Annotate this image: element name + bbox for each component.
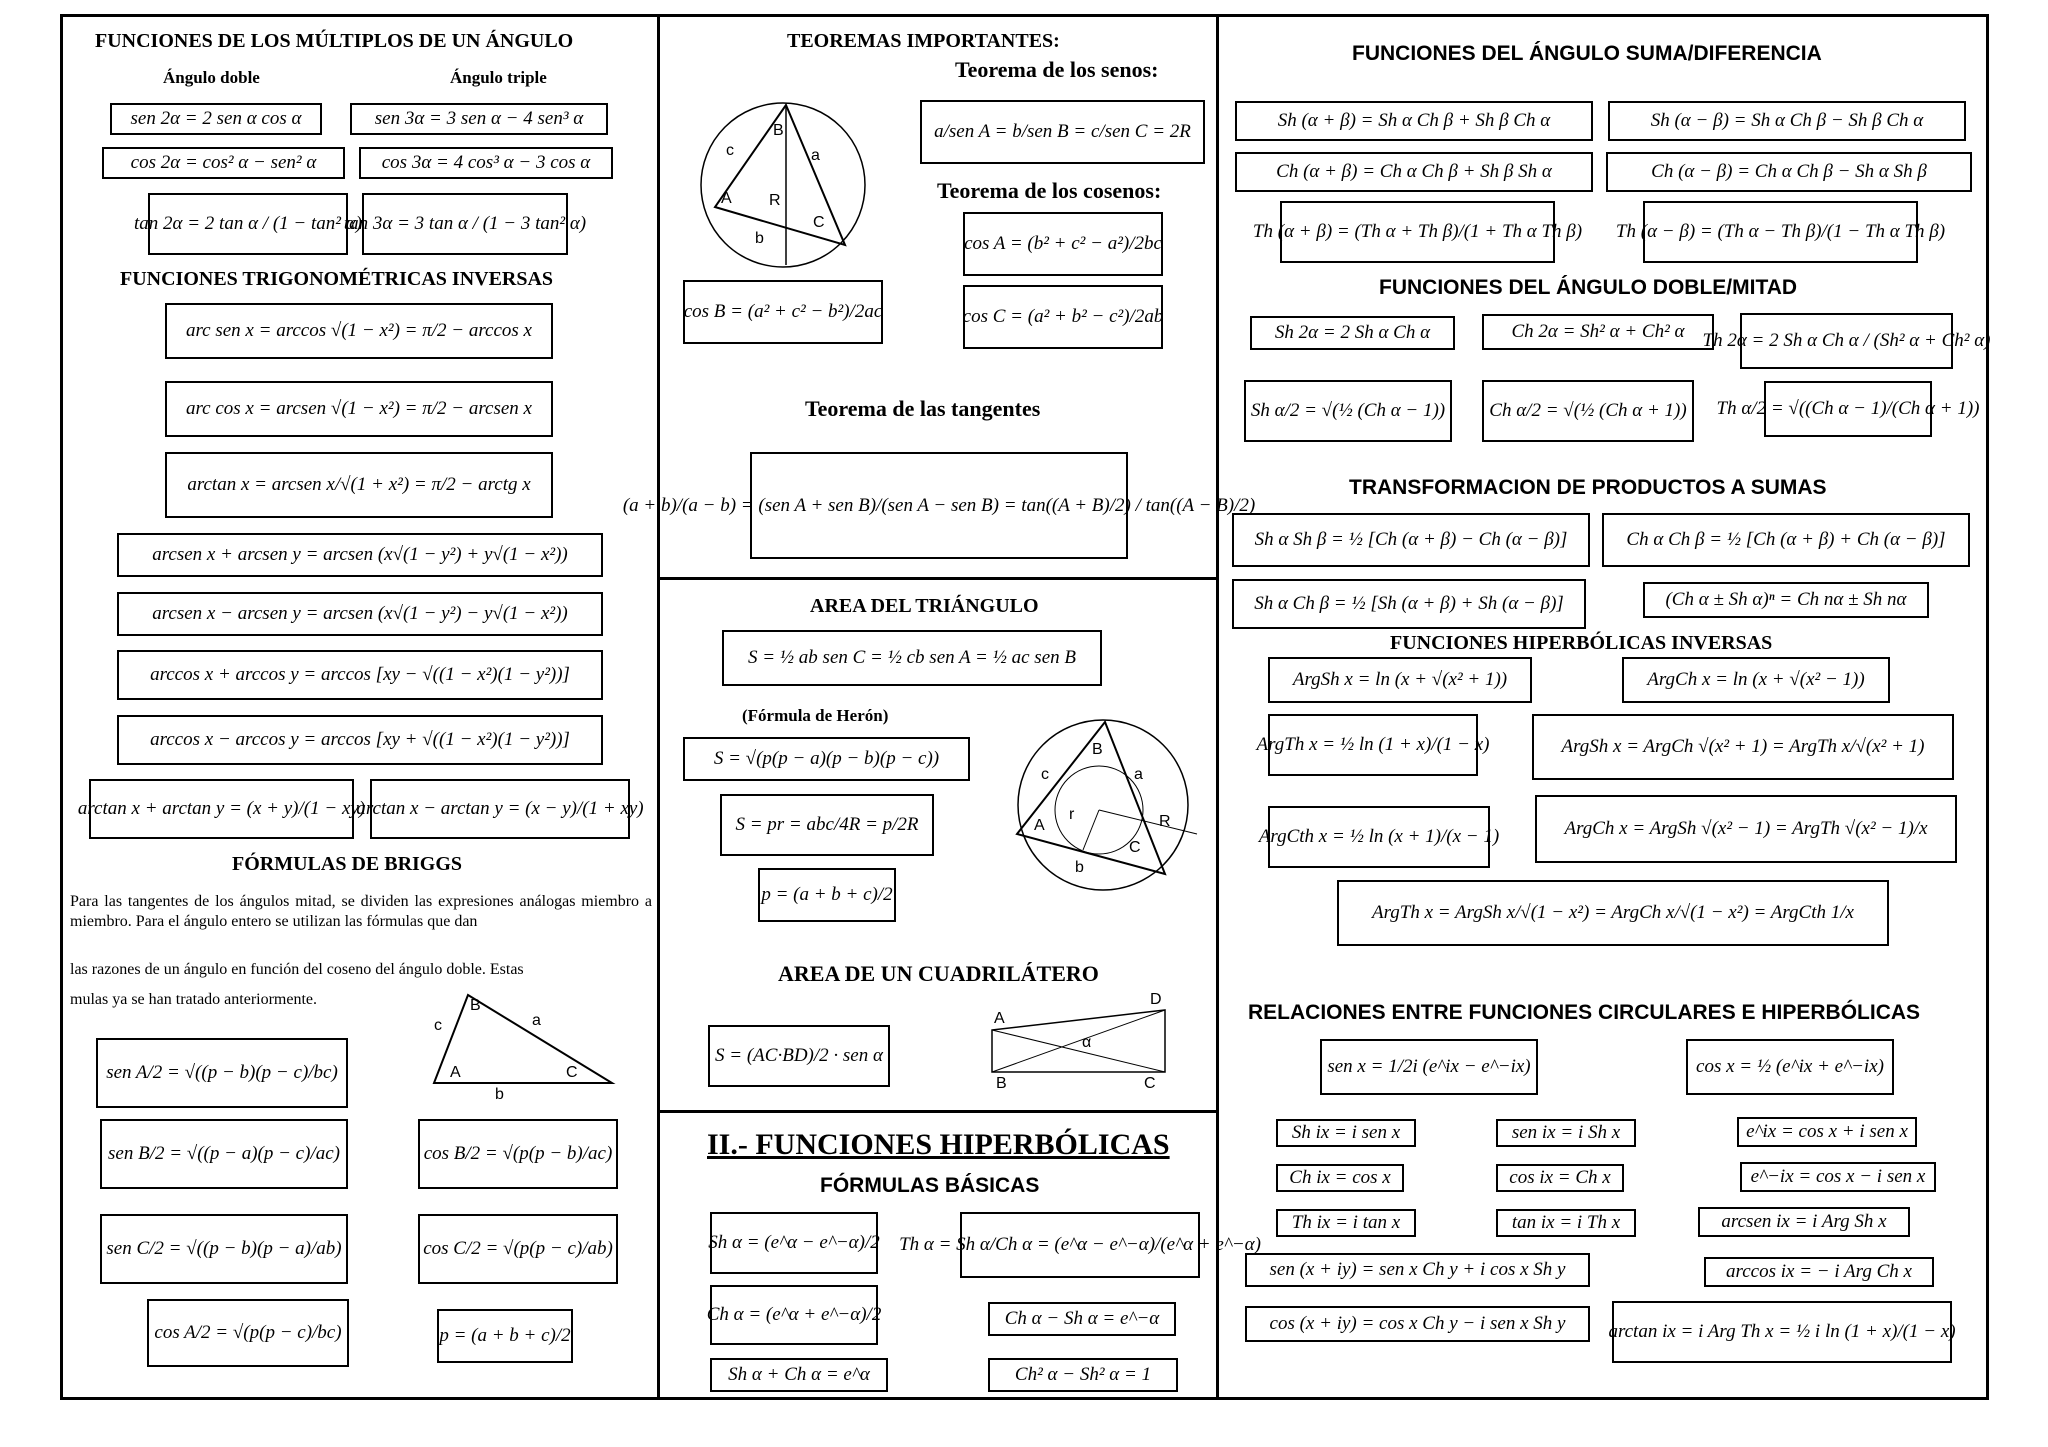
circ-label-C: C [813, 214, 825, 231]
formula-inv8: arctan x + arctan y = (x + y)/(1 − xy) [89, 779, 354, 839]
formula-inv7: arccos x − arccos y = arccos [xy + √((1 − x²)(1 − y²))] [117, 715, 603, 765]
triangle-area-title: AREA DEL TRIÁNGULO [810, 595, 1039, 617]
briggs-title: FÓRMULAS DE BRIGGS [232, 853, 463, 875]
circ-label-c: c [726, 142, 734, 159]
formula-inv6: arccos x + arccos y = arccos [xy − √((1 − x²)(1 − y²))] [117, 650, 603, 700]
formula-sen3: sen 3α = 3 sen α − 4 sen³ α [350, 103, 608, 135]
incircle-triangle-figure [1007, 712, 1207, 892]
theorems-title: TEOREMAS IMPORTANTES: [787, 30, 1060, 52]
formula-briggs-cosB: cos B/2 = √(p(p − b)/ac) [418, 1119, 618, 1189]
formula-ch-ix: Ch ix = cos x [1276, 1164, 1404, 1192]
formula-sh: Sh α = (e^α − e^−α)/2 [710, 1212, 878, 1274]
formula-ch: Ch α = (e^α + e^−α)/2 [710, 1285, 878, 1345]
formula-inv9: arctan x − arctan y = (x − y)/(1 + xy) [370, 779, 630, 839]
formula-ch-half: Ch α/2 = √(½ (Ch α + 1)) [1482, 380, 1694, 442]
formula-inv1: arc sen x = arccos √(1 − x²) = π/2 − arccos x [165, 303, 553, 359]
formula-sines: a/sen A = b/sen B = c/sen C = 2R [920, 100, 1205, 164]
multiples-title: FUNCIONES DE LOS MÚLTIPLOS DE UN ÁNGULO [95, 30, 574, 52]
circ-label-a: a [811, 147, 820, 164]
formula-argcth: ArgCth x = ½ ln (x + 1)/(x − 1) [1268, 806, 1490, 868]
sines-title: Teorema de los senos: [955, 57, 1159, 82]
formula-tangents: (a + b)/(a − b) = (sen A + sen B)/(sen A − sen B) = tan((A + B)/2) / tan((A − B)/2) [750, 452, 1128, 559]
column-divider-left [657, 14, 660, 1400]
formula-inv3: arctan x = arcsen x/√(1 + x²) = π/2 − arctg x [165, 452, 553, 518]
formula-cosC: cos C = (a² + b² − c²)/2ab [963, 285, 1163, 349]
formula-th-half: Th α/2 = √((Ch α − 1)/(Ch α + 1)) [1764, 381, 1932, 437]
hyperbolic-section-title: II.- FUNCIONES HIPERBÓLICAS [707, 1128, 1170, 1161]
formula-briggs-cosA: cos A/2 = √(p(p − c)/bc) [147, 1299, 349, 1367]
formula-power: (Ch α ± Sh α)ⁿ = Ch nα ± Sh nα [1643, 582, 1929, 618]
formula-tan3: tan 3α = 3 tan α / (1 − 3 tan² α) [362, 193, 568, 255]
formula-cos-x: cos x = ½ (e^ix + e^−ix) [1686, 1039, 1894, 1095]
formula-ch2: Ch 2α = Sh² α + Ch² α [1482, 314, 1714, 350]
tri-label-c: c [434, 1017, 442, 1034]
products-title: TRANSFORMACION DE PRODUCTOS A SUMAS [1349, 476, 1827, 499]
quadrilateral-figure [990, 990, 1170, 1090]
formula-sen-ix: sen ix = i Sh x [1496, 1119, 1636, 1147]
formula-cos-complex: cos (x + iy) = cos x Ch y − i sen x Sh y [1245, 1306, 1590, 1342]
formula-th: Th α = Sh α/Ch α = (e^α − e^−α)/(e^α + e^−α) [960, 1212, 1200, 1278]
formula-arcsen-ix: arcsen ix = i Arg Sh x [1698, 1207, 1910, 1237]
quad-label-alpha: α [1082, 1034, 1092, 1051]
quad-label-C: C [1144, 1075, 1156, 1092]
incircle-label-a: a [1134, 766, 1143, 783]
formula-cos-ix: cos ix = Ch x [1496, 1164, 1624, 1192]
formula-sen-complex: sen (x + iy) = sen x Ch y + i cos x Sh y [1245, 1253, 1590, 1287]
formula-sh-ch: Sh α Ch β = ½ [Sh (α + β) + Sh (α − β)] [1232, 579, 1586, 629]
formula-cosA: cos A = (b² + c² − a²)/2bc [963, 212, 1163, 276]
incircle-label-b: b [1075, 859, 1084, 876]
formula-briggs-senB: sen B/2 = √((p − a)(p − c)/ac) [100, 1119, 348, 1189]
tangents-title: Teorema de las tangentes [805, 396, 1041, 421]
double-half-title: FUNCIONES DEL ÁNGULO DOBLE/MITAD [1379, 276, 1798, 299]
formula-briggs-cosC: cos C/2 = √(p(p − c)/ab) [418, 1214, 618, 1284]
formula-area-2: S = pr = abc/4R = p/2R [720, 794, 934, 856]
formula-ch-minus-sh: Ch α − Sh α = e^−α [988, 1302, 1176, 1336]
formula-ch-sum: Ch (α + β) = Ch α Ch β + Sh β Sh α [1235, 152, 1593, 192]
formula-sh-ix: Sh ix = i sen x [1276, 1119, 1416, 1147]
formula-briggs-senA: sen A/2 = √((p − b)(p − c)/bc) [96, 1038, 348, 1108]
formula-inv4: arcsen x + arcsen y = arcsen (x√(1 − y²) + y√(1 − x²)) [117, 533, 603, 577]
formula-sh-sum: Sh (α + β) = Sh α Ch β + Sh β Ch α [1235, 101, 1593, 141]
formula-tan2: tan 2α = 2 tan α / (1 − tan² α) [148, 193, 348, 255]
quadrilateral-title: AREA DE UN CUADRILÁTERO [778, 961, 1099, 986]
briggs-paragraph-1: Para las tangentes de los ángulos mitad, se dividen las expresiones análogas miembro a miembro. Para el ángulo entero se utilizan las fórmulas que dan [70, 893, 652, 930]
formula-sh-half: Sh α/2 = √(½ (Ch α − 1)) [1244, 380, 1452, 442]
formula-exp-minus-ix: e^−ix = cos x − i sen x [1740, 1162, 1936, 1192]
incircle-label-C: C [1129, 839, 1141, 856]
formula-area-1: S = ½ ab sen C = ½ cb sen A = ½ ac sen B [722, 630, 1102, 686]
middle-divider-1 [657, 577, 1218, 580]
formula-heron: S = √(p(p − a)(p − b)(p − c)) [683, 737, 970, 781]
formula-argsh: ArgSh x = ln (x + √(x² + 1)) [1268, 657, 1532, 703]
heron-label: (Fórmula de Herón) [742, 706, 889, 725]
formula-sen2: sen 2α = 2 sen α cos α [110, 103, 322, 135]
formula-sh2: Sh 2α = 2 Sh α Ch α [1250, 316, 1455, 350]
briggs-paragraph-2: las razones de un ángulo en función del coseno del ángulo doble. Estas [70, 961, 524, 978]
formula-ch-ch: Ch α Ch β = ½ [Ch (α + β) + Ch (α − β)] [1602, 513, 1970, 567]
formula-argth: ArgTh x = ½ ln (1 + x)/(1 − x) [1268, 714, 1478, 776]
basic-formulas-title: FÓRMULAS BÁSICAS [820, 1174, 1040, 1197]
incircle-label-R: R [1159, 813, 1171, 830]
formula-th2: Th 2α = 2 Sh α Ch α / (Sh² α + Ch² α) [1740, 313, 1953, 369]
formula-inv2: arc cos x = arcsen √(1 − x²) = π/2 − arcsen x [165, 381, 553, 437]
incircle-label-B: B [1092, 741, 1103, 758]
quad-label-B: B [996, 1075, 1007, 1092]
circ-label-A: A [721, 190, 732, 207]
formula-inv5: arcsen x − arcsen y = arcsen (x√(1 − y²) − y√(1 − x²)) [117, 592, 603, 636]
formula-sh-sh: Sh α Sh β = ½ [Ch (α + β) − Ch (α − β)] [1232, 513, 1590, 567]
middle-divider-2 [657, 1110, 1218, 1113]
incircle-label-r: r [1069, 806, 1075, 823]
double-angle-label: Ángulo doble [163, 68, 260, 87]
formula-th-ix: Th ix = i tan x [1276, 1209, 1416, 1237]
formula-sen-x: sen x = 1/2i (e^ix − e^−ix) [1320, 1039, 1538, 1095]
circ-label-b: b [755, 230, 764, 247]
formula-cosB: cos B = (a² + c² − b²)/2ac [683, 280, 883, 344]
formula-briggs-p: p = (a + b + c)/2 [437, 1309, 573, 1363]
formula-argsh-alt: ArgSh x = ArgCh √(x² + 1) = ArgTh x/√(x² + 1) [1532, 714, 1954, 780]
circ-label-B: B [773, 122, 784, 139]
quad-label-D: D [1150, 991, 1162, 1008]
formula-tan-ix: tan ix = i Th x [1496, 1209, 1636, 1237]
tri-label-C: C [566, 1064, 578, 1081]
inverse-trig-title: FUNCIONES TRIGONOMÉTRICAS INVERSAS [120, 268, 554, 290]
formula-th-sum: Th (α + β) = (Th α + Th β)/(1 + Th α Th β) [1280, 201, 1555, 263]
cosines-title: Teorema de los cosenos: [937, 178, 1162, 203]
relations-title: RELACIONES ENTRE FUNCIONES CIRCULARES E HIPERBÓLICAS [1248, 1001, 1921, 1024]
incircle-label-c: c [1041, 766, 1049, 783]
formula-quadrilateral: S = (AC·BD)/2 · sen α [708, 1025, 890, 1087]
formula-sh-diff: Sh (α − β) = Sh α Ch β − Sh β Ch α [1608, 101, 1966, 141]
formula-briggs-senC: sen C/2 = √((p − b)(p − a)/ab) [100, 1214, 348, 1284]
briggs-paragraph-3: mulas ya se han tratado anteriormente. [70, 991, 318, 1008]
formula-cos3: cos 3α = 4 cos³ α − 3 cos α [359, 147, 613, 179]
circ-label-R: R [769, 192, 781, 209]
formula-argth-alt: ArgTh x = ArgSh x/√(1 − x²) = ArgCh x/√(1 − x²) = ArgCth 1/x [1337, 880, 1889, 946]
sum-diff-title: FUNCIONES DEL ÁNGULO SUMA/DIFERENCIA [1352, 42, 1822, 65]
tri-label-b: b [495, 1086, 504, 1103]
formula-ch-diff: Ch (α − β) = Ch α Ch β − Sh α Sh β [1606, 152, 1972, 192]
tri-label-B: B [470, 997, 481, 1014]
circumscribed-triangle-figure [693, 95, 873, 275]
formula-area-3: p = (a + b + c)/2 [758, 868, 896, 922]
formula-arctan-ix: arctan ix = i Arg Th x = ½ i ln (1 + x)/(1 − x) [1612, 1301, 1952, 1363]
column-divider-right [1216, 14, 1219, 1400]
formula-argch: ArgCh x = ln (x + √(x² − 1)) [1622, 657, 1890, 703]
formula-exp-ix: e^ix = cos x + i sen x [1737, 1117, 1917, 1147]
inverse-hyperbolic-title: FUNCIONES HIPERBÓLICAS INVERSAS [1390, 632, 1773, 654]
incircle-label-A: A [1034, 817, 1045, 834]
formula-sh-plus-ch: Sh α + Ch α = e^α [710, 1358, 888, 1392]
tri-label-a: a [532, 1012, 541, 1029]
triple-angle-label: Ángulo triple [450, 68, 547, 87]
formula-th-diff: Th (α − β) = (Th α − Th β)/(1 − Th α Th β) [1643, 201, 1918, 263]
quad-label-A: A [994, 1010, 1005, 1027]
formula-argch-alt: ArgCh x = ArgSh √(x² − 1) = ArgTh √(x² − 1)/x [1535, 795, 1957, 863]
formula-arccos-ix: arccos ix = − i Arg Ch x [1704, 1257, 1934, 1287]
formula-ch2-minus-sh2: Ch² α − Sh² α = 1 [988, 1358, 1178, 1392]
tri-label-A: A [450, 1064, 461, 1081]
formula-cos2: cos 2α = cos² α − sen² α [102, 147, 345, 179]
briggs-triangle-figure [420, 985, 620, 1103]
